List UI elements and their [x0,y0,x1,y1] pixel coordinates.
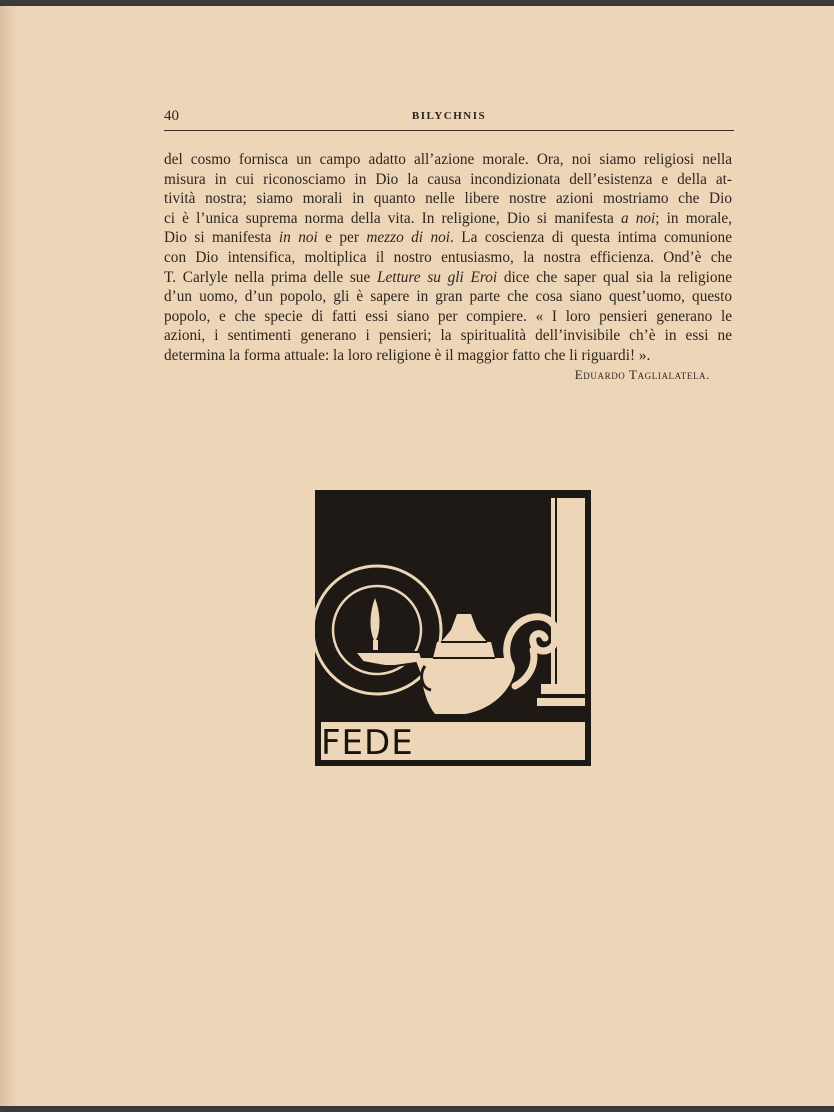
fede-woodcut-illustration [315,490,591,766]
text-line: con Dio intensifica, moltiplica il nostro entusiasmo, la nostra efficienza. Ond’è che [164,248,732,266]
page-number: 40 [164,108,179,124]
text-line: T. Carlyle nella prima delle sue Letture su gli Eroi dice che saper qual sia la religione [164,268,732,286]
italic-phrase: in noi [278,229,318,247]
page-edge [0,6,18,1106]
author-signature: Eduardo Taglialatela. [574,367,710,382]
body-text [164,150,732,366]
text-line: d’un uomo, d’un popolo, gli è sapere in gran parte che cosa siano quest’uomo, questo [164,288,732,306]
text-line: tività nostra; siamo morali in quanto nelle libere nostre azioni mostriamo che Dio [164,190,732,208]
illustration-caption: FEDE [321,723,414,763]
book-title: Letture su gli Eroi [376,268,498,286]
header-rule [164,130,734,131]
text-line: determina la forma attuale: la loro religione è il maggior fatto che li riguardi! ». [164,346,651,364]
italic-phrase: mezzo di noi [366,229,451,247]
text-line: azioni, i sentimenti generano i pensieri; la spiritualità dell’invisibile ch’è in essi ne [164,327,732,345]
text-line: popolo, e che specie di fatti essi siano per compiere. « I loro pensieri generano le [164,307,732,325]
text-line: ci è l’unica suprema norma della vita. In religione, Dio si manifesta a noi; in morale, [164,209,733,227]
running-title: BILYCHNIS [411,110,487,122]
text-line: del cosmo fornisca un campo adatto all’azione morale. Ora, noi siamo religiosi nella [164,151,732,168]
text-line: misura in cui riconosciamo in Dio la causa incondizionata dell’esistenza e della at- [164,170,732,188]
page-header [164,108,734,128]
text-line: Dio si manifesta in noi e per mezzo di noi. La coscienza di questa intima comunione [164,229,732,247]
italic-phrase: a noi [620,209,656,227]
